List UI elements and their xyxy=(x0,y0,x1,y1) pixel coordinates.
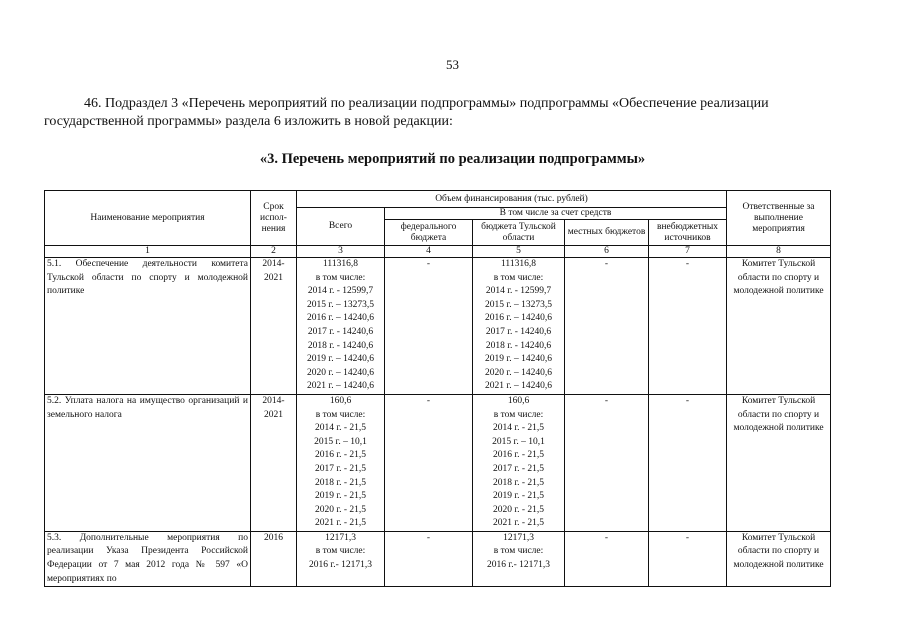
regional-line: 2020 г. – 14240,6 xyxy=(485,367,552,378)
federal-cell: - xyxy=(385,394,473,531)
page-number: 53 xyxy=(446,57,459,72)
term-cell xyxy=(251,394,297,531)
regional-line: 2015 г. – 10,1 xyxy=(492,436,545,447)
header-funding: Объем финансирования (тыс. рублей) xyxy=(297,191,727,208)
column-number: 2 xyxy=(251,246,297,258)
column-number: 8 xyxy=(727,246,831,258)
term-cell xyxy=(251,531,297,586)
local-cell: - xyxy=(565,258,649,395)
measures-table xyxy=(44,190,831,587)
regional-line: 2016 г. – 14240,6 xyxy=(485,313,552,324)
section-title: «3. Перечень мероприятий по реализации подпрограммы» xyxy=(259,151,646,167)
term-end: 2021 xyxy=(264,272,283,283)
total-cell xyxy=(297,394,385,531)
total-line: 2014 г. - 12599,7 xyxy=(307,286,374,297)
regional-line: 2021 г. – 14240,6 xyxy=(485,381,552,392)
total-line: 2020 г. - 21,5 xyxy=(314,504,367,515)
measure-name: 5.3. Дополнительные мероприятия по реализации Указа Президента Российской Федерации от 7 мая 2012 года № 597 «О мероприятиях по xyxy=(45,531,251,586)
term-end: 2021 xyxy=(264,409,283,420)
header-term: Срок испол-нения xyxy=(251,191,297,246)
measure-name: 5.1. Обеспечение деятельности комитета Тульской области по спорту и молодежной политике xyxy=(45,258,251,395)
column-number: 1 xyxy=(45,246,251,258)
header-local: местных бюджетов xyxy=(565,220,649,246)
intro-line-2: государственной программы» раздела 6 изложить в новой редакции: xyxy=(44,114,453,129)
regional-line: 111316,8 xyxy=(501,259,536,269)
intro-paragraph xyxy=(44,95,844,131)
column-number: 4 xyxy=(385,246,473,258)
local-cell: - xyxy=(565,531,649,586)
term-cell xyxy=(251,258,297,395)
intro-line-1: 46. Подраздел 3 «Перечень мероприятий по реализации подпрограммы» подпрограммы «Обеспечение реализации xyxy=(84,96,769,111)
regional-line: 2018 г. - 14240,6 xyxy=(485,340,552,351)
total-line: 2016 г. - 21,5 xyxy=(314,450,367,461)
total-line: 2021 г. – 14240,6 xyxy=(307,381,374,392)
responsible-cell: Комитет Тульской области по спорту и молодежной политике xyxy=(727,394,831,531)
regional-line: 2020 г. - 21,5 xyxy=(492,504,545,515)
total-cell xyxy=(297,531,385,586)
total-line: в том числе: xyxy=(315,409,366,420)
total-line: 2016 г.- 12171,3 xyxy=(309,560,372,571)
total-line: 2017 г. - 21,5 xyxy=(314,463,367,474)
responsible-cell: Комитет Тульской области по спорту и молодежной политике xyxy=(727,531,831,586)
table-row xyxy=(45,394,831,531)
regional-line: 2016 г. - 21,5 xyxy=(492,450,545,461)
header-incl: В том числе за счет средств xyxy=(385,208,727,220)
regional-line: 2014 г. - 21,5 xyxy=(492,423,545,434)
term-start: 2014- xyxy=(262,259,285,269)
total-line: 2014 г. - 21,5 xyxy=(314,423,367,434)
total-line: 160,6 xyxy=(329,395,352,406)
total-line: 2015 г. – 13273,5 xyxy=(307,299,374,310)
regional-line: 2016 г.- 12171,3 xyxy=(487,560,550,571)
column-number: 3 xyxy=(297,246,385,258)
regional-line: 160,6 xyxy=(507,395,530,406)
header-total: Всего xyxy=(297,208,385,246)
term-start: 2014- xyxy=(262,395,285,406)
federal-cell: - xyxy=(385,531,473,586)
measure-name: 5.2. Уплата налога на имущество организаций и земельного налога xyxy=(45,394,251,531)
total-line: 2021 г. - 21,5 xyxy=(314,518,367,529)
local-cell: - xyxy=(565,394,649,531)
header-extra: внебюджетных источников xyxy=(649,220,727,246)
regional-line: 2018 г. - 21,5 xyxy=(492,477,545,488)
total-line: 2020 г. – 14240,6 xyxy=(307,367,374,378)
total-line: 2019 г. – 14240,6 xyxy=(307,354,374,365)
total-line: 2018 г. - 14240,6 xyxy=(307,340,374,351)
total-line: 2018 г. - 21,5 xyxy=(314,477,367,488)
table-row xyxy=(45,258,831,395)
column-number: 5 xyxy=(473,246,565,258)
responsible-cell: Комитет Тульской области по спорту и молодежной политике xyxy=(727,258,831,395)
regional-line: в том числе: xyxy=(493,272,544,283)
regional-line: 2017 г. - 21,5 xyxy=(492,463,545,474)
regional-line: 2014 г. - 12599,7 xyxy=(485,286,552,297)
header-responsible: Ответственные за выполнение мероприятия xyxy=(727,191,831,246)
header-name: Наименование мероприятия xyxy=(45,191,251,246)
regional-line: 2021 г. - 21,5 xyxy=(492,518,545,529)
regional-line: 2019 г. - 21,5 xyxy=(492,491,545,502)
total-line: в том числе: xyxy=(315,272,366,283)
total-line: в том числе: xyxy=(315,546,366,557)
extra-cell: - xyxy=(649,394,727,531)
regional-line: 2017 г. - 14240,6 xyxy=(485,326,552,337)
header-regional: бюджета Тульской области xyxy=(473,220,565,246)
total-line: 2015 г. – 10,1 xyxy=(314,436,367,447)
total-line: 2017 г. - 14240,6 xyxy=(307,326,374,337)
total-cell xyxy=(297,258,385,395)
regional-line: в том числе: xyxy=(493,409,544,420)
regional-line: 2019 г. – 14240,6 xyxy=(485,354,552,365)
header-federal: федерального бюджета xyxy=(385,220,473,246)
total-line: 12171,3 xyxy=(325,532,356,543)
regional-cell xyxy=(473,531,565,586)
total-line: 2016 г. – 14240,6 xyxy=(307,313,374,324)
column-number: 7 xyxy=(649,246,727,258)
total-line: 2019 г. - 21,5 xyxy=(314,491,367,502)
regional-line: в том числе: xyxy=(493,546,544,557)
regional-line: 12171,3 xyxy=(503,532,534,543)
term-start: 2016 xyxy=(264,532,283,543)
extra-cell: - xyxy=(649,258,727,395)
federal-cell: - xyxy=(385,258,473,395)
regional-cell xyxy=(473,394,565,531)
total-line: 111316,8 xyxy=(323,259,358,269)
regional-cell xyxy=(473,258,565,395)
regional-line: 2015 г. – 13273,5 xyxy=(485,299,552,310)
table-row xyxy=(45,531,831,586)
column-number: 6 xyxy=(565,246,649,258)
extra-cell: - xyxy=(649,531,727,586)
